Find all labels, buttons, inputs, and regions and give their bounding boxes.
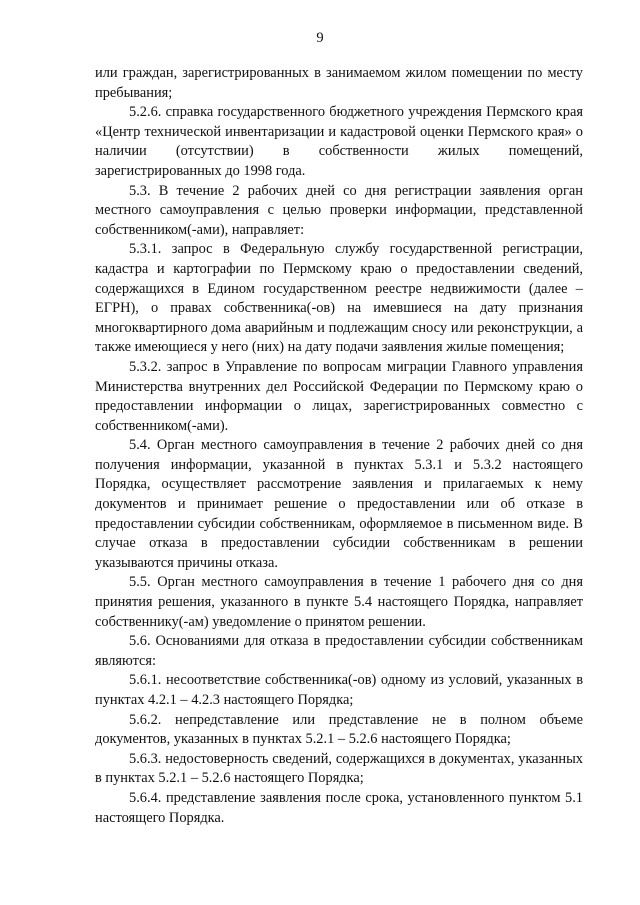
- paragraph-5-4: 5.4. Орган местного самоуправления в течение 2 рабочих дней со дня получения информации, указанной в пунктах 5.3.1 и 5.3.2 настоящего Порядка, осуществляет рассмотрение заявления и прилагаемых к нему документов и принимает решение о предоставлении или об отказе в предоставлении субсидии собственникам, оформляемое в письменном виде. В случае отказа в предоставлении субсидии собственникам в решении указываются причины отказа.: [95, 437, 583, 571]
- paragraph-5-5: 5.5. Орган местного самоуправления в течение 1 рабочего дня со дня принятия решения, указанного в пункте 5.4 настоящего Порядка, направляет собственнику(-ам) уведомление о принятом решении.: [95, 574, 583, 630]
- paragraph-5-6-3: 5.6.3. недостоверность сведений, содержащихся в документах, указанных в пунктах 5.2.1 – 5.2.6 настоящего Порядка;: [95, 750, 583, 787]
- paragraph-5-6-1: 5.6.1. несоответствие собственника(-ов) одному из условий, указанных в пунктах 4.2.1 – 4.2.3 настоящего Порядка;: [95, 672, 583, 708]
- paragraph-5-6: 5.6. Основаниями для отказа в предоставлении субсидии собственникам являются:: [95, 633, 583, 669]
- document-body: [95, 64, 583, 828]
- paragraph-5-6-4: 5.6.4. представление заявления после срока, установленного пунктом 5.1 настоящего Порядка.: [95, 789, 583, 826]
- paragraph-5-2-6: 5.2.6. справка государственного бюджетного учреждения Пермского края «Центр технической инвентаризации и кадастровой оценки Пермского края» о наличии (отсутствии) в собственности жилых помещений, зарегистрированных до 1998 года.: [95, 104, 583, 179]
- paragraph-5-3: 5.3. В течение 2 рабочих дней со дня регистрации заявления орган местного самоуправления с целью проверки информации, представленной собственником(-ами), направляет:: [95, 182, 583, 238]
- paragraph-continuation: или граждан, зарегистрированных в занимаемом жилом помещении по месту пребывания;: [95, 65, 583, 101]
- page-number: 9: [316, 30, 324, 46]
- paragraph-5-6-2: 5.6.2. непредставление или представление не в полном объеме документов, указанных в пунктах 5.2.1 – 5.2.6 настоящего Порядка;: [95, 711, 583, 748]
- paragraph-5-3-2: 5.3.2. запрос в Управление по вопросам миграции Главного управления Министерства внутренних дел Российской Федерации по Пермскому краю о предоставлении информации о лицах, зарегистрированных совместно с собственником(-ами).: [95, 358, 583, 434]
- paragraph-5-3-1: 5.3.1. запрос в Федеральную службу государственной регистрации, кадастра и картографии по Пермскому краю о предоставлении сведений, содержащихся в Едином государственном реестре недвижимости (далее – ЕГРН), о правах собственника(-ов) на имевшиеся на дату признания многоквартирного дома аварийным и подлежащим сносу или реконструкции, а также имеющиеся у него (них) на дату подачи заявления жилые помещения;: [95, 241, 583, 356]
